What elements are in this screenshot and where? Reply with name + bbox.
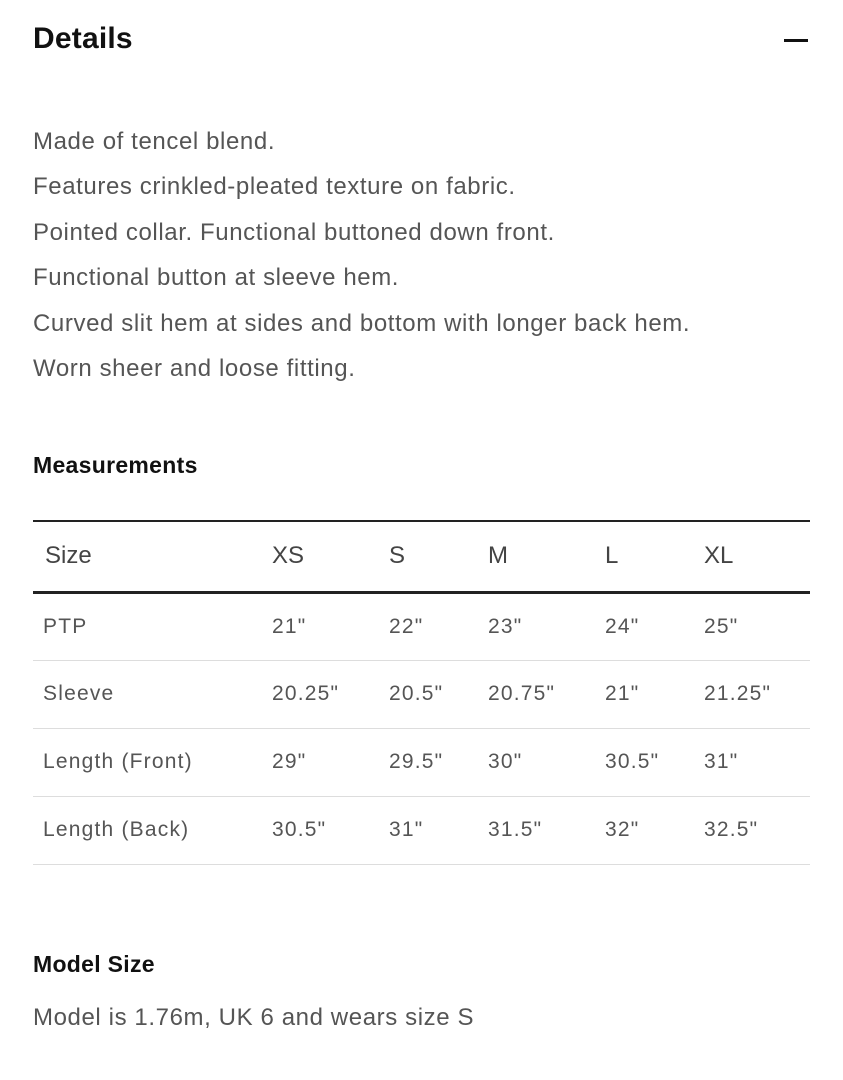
table-header-cell: S bbox=[389, 542, 406, 570]
table-cell: 30" bbox=[488, 750, 523, 773]
table-cell: 29.5" bbox=[389, 750, 444, 773]
table-cell: 22" bbox=[389, 614, 424, 638]
table-row bbox=[33, 592, 810, 660]
details-description-list bbox=[33, 124, 823, 396]
table-cell: 21.25" bbox=[704, 682, 772, 705]
table-cell: 20.25" bbox=[272, 682, 340, 705]
table-row bbox=[33, 660, 810, 728]
table-header-cell: L bbox=[605, 542, 619, 570]
table-cell: 31.5" bbox=[488, 818, 543, 841]
model-size-text: Model is 1.76m, UK 6 and wears size S bbox=[33, 1004, 475, 1031]
row-label: PTP bbox=[43, 614, 88, 638]
details-accordion-toggle[interactable] bbox=[33, 18, 810, 64]
table-row bbox=[33, 728, 810, 796]
table-cell: 23" bbox=[488, 614, 523, 638]
table-cell: 29" bbox=[272, 750, 307, 773]
table-header-cell: Size bbox=[45, 542, 92, 570]
table-cell: 25" bbox=[704, 614, 739, 638]
table-cell: 20.5" bbox=[389, 682, 444, 705]
table-cell: 30.5" bbox=[272, 818, 327, 841]
row-label: Length (Back) bbox=[43, 818, 190, 841]
description-line: Features crinkled-pleated texture on fabric. bbox=[33, 173, 516, 201]
minus-icon[interactable] bbox=[784, 39, 808, 42]
table-cell: 32" bbox=[605, 818, 640, 841]
table-cell: 21" bbox=[272, 614, 307, 638]
table-cell: 30.5" bbox=[605, 750, 660, 773]
description-line: Pointed collar. Functional buttoned down front. bbox=[33, 218, 555, 246]
description-line: Worn sheer and loose fitting. bbox=[33, 354, 356, 382]
table-cell: 24" bbox=[605, 614, 640, 638]
table-header-cell: M bbox=[488, 542, 508, 570]
table-cell: 31" bbox=[389, 818, 424, 841]
table-cell: 32.5" bbox=[704, 818, 759, 841]
description-line: Curved slit hem at sides and bottom with longer back hem. bbox=[33, 309, 691, 337]
model-size-heading: Model Size bbox=[33, 951, 155, 977]
table-cell: 21" bbox=[605, 682, 640, 705]
table-header-row bbox=[33, 521, 810, 592]
table-header-cell: XS bbox=[272, 542, 305, 570]
table-row bbox=[33, 796, 810, 864]
size-chart-table bbox=[33, 520, 810, 865]
row-label: Sleeve bbox=[43, 682, 115, 705]
table-header-cell: XL bbox=[704, 542, 734, 570]
details-title: Details bbox=[33, 22, 133, 55]
row-label: Length (Front) bbox=[43, 750, 193, 773]
table-cell: 20.75" bbox=[488, 682, 556, 705]
measurements-heading: Measurements bbox=[33, 452, 198, 478]
table-cell: 31" bbox=[704, 750, 739, 773]
description-line: Functional button at sleeve hem. bbox=[33, 264, 400, 292]
description-line: Made of tencel blend. bbox=[33, 128, 276, 155]
